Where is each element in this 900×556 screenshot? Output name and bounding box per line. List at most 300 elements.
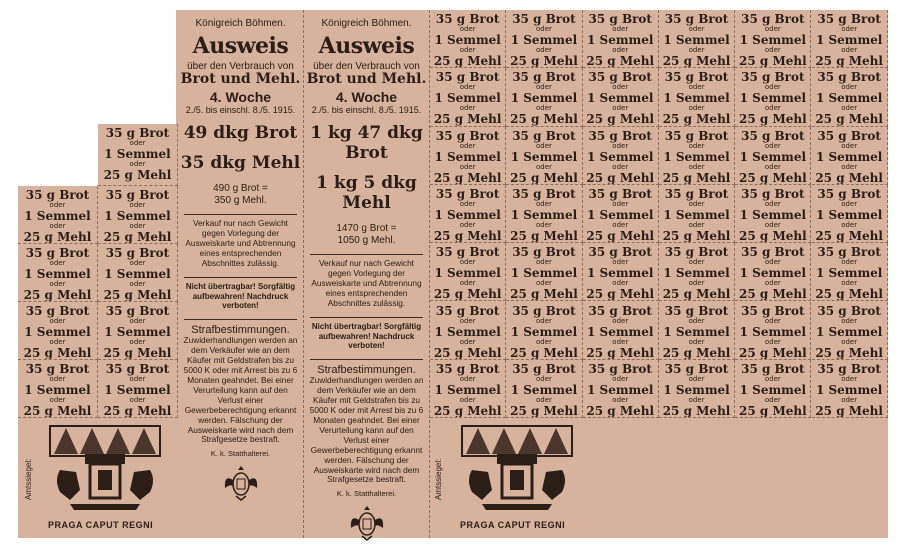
coupon-or: oder	[841, 46, 858, 54]
ration-coupon[interactable]	[583, 185, 659, 243]
coupon-or: oder	[764, 83, 781, 92]
coupon-bread: 35 g Brot	[664, 186, 729, 201]
coupon-or: oder	[841, 395, 858, 404]
sale-conditions: Verkauf nur nach Gewicht gegen Vorlegung der Ausweiskarte und Abtrennung eines entsprechenden Abschnittes zulässig.	[311, 258, 422, 309]
emblem-motto: PRAGA CAPUT REGNI	[48, 520, 154, 530]
coupon-or: oder	[688, 104, 705, 113]
coupon-or: oder	[841, 141, 858, 150]
official-seal-label: Amtssiegel:	[24, 458, 33, 500]
ration-coupon[interactable]	[735, 360, 811, 418]
coupon-or: oder	[612, 220, 629, 229]
coupon-or: oder	[612, 46, 629, 54]
coupon-bread: 35 g Brot	[105, 126, 170, 140]
coupon-roll: 1 Semmel	[815, 382, 883, 397]
coupon-flour: 25 g Mehl	[586, 287, 655, 302]
ration-coupon[interactable]	[98, 302, 178, 360]
ration-coupon[interactable]	[18, 244, 98, 302]
equivalence-line-2: 1050 g Mehl.	[337, 234, 396, 246]
coupon-bread: 35 g Brot	[741, 128, 805, 143]
coupon-flour: 25 g Mehl	[433, 345, 502, 360]
flour-ration: 1 kg 5 dkg Mehl	[316, 173, 417, 214]
coupon-or: oder	[841, 374, 858, 383]
coupon-or: oder	[688, 25, 705, 33]
product-label: Brot und Mehl.	[180, 71, 301, 87]
coupon-flour: 25 g Mehl	[510, 228, 578, 243]
coupon-or: oder	[535, 162, 552, 171]
coupon-roll: 1 Semmel	[815, 91, 883, 106]
coupon-or: oder	[459, 279, 476, 288]
coupon-flour: 25 g Mehl	[739, 54, 807, 68]
coupon-or: oder	[841, 83, 858, 92]
coupon-bread: 35 g Brot	[25, 362, 90, 376]
week-label: 4. Woche	[335, 89, 398, 106]
coupon-or: oder	[459, 46, 476, 54]
ration-coupon[interactable]	[812, 185, 888, 243]
coupon-bread: 35 g Brot	[664, 12, 729, 26]
coupon-or: oder	[688, 199, 705, 208]
coupon-or: oder	[688, 337, 705, 346]
ration-coupon[interactable]	[430, 243, 506, 301]
date-range: 2./5. bis einschl. 8./5. 1915.	[185, 105, 296, 116]
authority-signature: K. k. Statthalterei.	[336, 489, 397, 499]
coupon-roll: 1 Semmel	[510, 266, 578, 281]
coupon-or: oder	[764, 316, 781, 325]
coupon-or: oder	[129, 222, 146, 230]
coupon-flour: 25 g Mehl	[739, 170, 807, 185]
coupon-or: oder	[688, 162, 705, 171]
kingdom-label: Königreich Böhmen.	[321, 18, 412, 29]
coupon-or: oder	[764, 395, 781, 404]
coupon-or: oder	[841, 162, 858, 171]
coupon-or: oder	[129, 338, 146, 346]
coupon-bread: 35 g Brot	[817, 12, 881, 26]
coupon-or: oder	[459, 162, 476, 171]
coupon-flour: 25 g Mehl	[510, 54, 578, 68]
ration-coupon[interactable]	[659, 243, 735, 301]
coupon-flour: 25 g Mehl	[815, 345, 883, 360]
coupon-bread: 35 g Brot	[588, 12, 652, 26]
coupon-roll: 1 Semmel	[663, 149, 730, 164]
coupon-or: oder	[764, 162, 781, 171]
coupon-or: oder	[535, 25, 552, 33]
coupon-or: oder	[688, 141, 705, 150]
coupon-roll: 1 Semmel	[434, 33, 501, 47]
coupon-or: oder	[688, 258, 705, 267]
coupon-or: oder	[841, 220, 858, 229]
coupon-flour: 25 g Mehl	[739, 112, 807, 127]
coupon-bread: 35 g Brot	[512, 361, 576, 376]
coupon-or: oder	[764, 141, 781, 150]
coupon-flour: 25 g Mehl	[103, 230, 172, 244]
coupon-bread: 35 g Brot	[105, 362, 170, 376]
coupon-or: oder	[459, 337, 476, 346]
coupon-roll: 1 Semmel	[663, 33, 730, 47]
coupon-or: oder	[764, 104, 781, 113]
coupon-or: oder	[535, 83, 552, 92]
coupon-or: oder	[459, 141, 476, 150]
ration-coupon[interactable]	[430, 68, 506, 126]
coupon-bread: 35 g Brot	[512, 303, 576, 318]
coupon-or: oder	[612, 104, 629, 113]
emblem-motto: PRAGA CAPUT REGNI	[460, 520, 566, 530]
coupon-roll: 1 Semmel	[104, 209, 171, 223]
coupon-roll: 1 Semmel	[510, 324, 578, 339]
coupon-or: oder	[841, 337, 858, 346]
coupon-bread: 35 g Brot	[435, 70, 500, 85]
ration-coupon[interactable]	[506, 243, 582, 301]
penalty-text: Zuwiderhandlungen werden an dem Verkäufer wie an dem Käufer mit Geldstrafen bis zu 5000 K oder mit Arrest bis zu 6 Monaten geahndet. Bei einer Verurteilung kann auf den Verlust einer Gewerbeberechtigung erkannt werden. Fälschung der Ausweiskarte wird nach dem Strafgesetze bestraft.	[309, 374, 424, 485]
coupon-bread: 35 g Brot	[105, 304, 170, 318]
card-subtitle: über den Verbrauch von	[313, 61, 420, 72]
coupon-roll: 1 Semmel	[815, 207, 883, 222]
coupon-bread: 35 g Brot	[741, 12, 805, 26]
coupon-bread: 35 g Brot	[741, 245, 805, 260]
info-panel-small-ration	[178, 10, 304, 538]
coupon-flour: 25 g Mehl	[510, 112, 578, 127]
coupon-bread: 35 g Brot	[588, 186, 652, 201]
coupon-or: oder	[764, 46, 781, 54]
info-panel-large-ration	[304, 10, 430, 538]
coupon-flour: 25 g Mehl	[815, 112, 883, 127]
coupon-flour: 25 g Mehl	[510, 287, 578, 302]
coupon-roll: 1 Semmel	[434, 382, 501, 397]
coupon-bread: 35 g Brot	[664, 70, 729, 85]
coupon-flour: 25 g Mehl	[103, 168, 172, 182]
week-label: 4. Woche	[209, 89, 272, 106]
ration-coupon[interactable]	[98, 360, 178, 418]
date-range: 2./5. bis einschl. 8./5. 1915.	[311, 105, 422, 116]
ration-coupon[interactable]	[812, 68, 888, 126]
coupon-flour: 25 g Mehl	[586, 345, 655, 360]
penalty-heading: Strafbestimmungen.	[317, 363, 416, 376]
ration-coupon[interactable]	[506, 302, 582, 360]
equivalence-line-1: 1470 g Brot =	[336, 223, 397, 235]
ration-coupon[interactable]	[735, 10, 811, 68]
ration-coupon[interactable]	[98, 124, 178, 186]
ration-coupon[interactable]	[735, 243, 811, 301]
non-transferable-notice: Nicht übertragbar! Sorgfältig aufbewahren! Nachdruck verboten!	[185, 282, 296, 311]
kingdom-label: Königreich Böhmen.	[195, 18, 286, 29]
coupon-flour: 25 g Mehl	[662, 287, 731, 302]
coupon-bread: 35 g Brot	[512, 186, 576, 201]
coupon-bread: 35 g Brot	[817, 245, 881, 260]
coupon-roll: 1 Semmel	[24, 267, 91, 281]
coupon-roll: 1 Semmel	[587, 324, 654, 339]
coupon-bread: 35 g Brot	[25, 188, 90, 202]
coupon-bread: 35 g Brot	[817, 303, 881, 318]
coupon-flour: 25 g Mehl	[433, 403, 502, 418]
ration-coupon[interactable]	[583, 68, 659, 126]
ration-coupon[interactable]	[659, 360, 735, 418]
ration-coupon[interactable]	[98, 186, 178, 244]
card-subtitle: über den Verbrauch von	[187, 61, 294, 72]
coupon-bread: 35 g Brot	[25, 246, 90, 260]
coupon-flour: 25 g Mehl	[103, 404, 172, 418]
coupon-or: oder	[49, 280, 66, 288]
coupon-roll: 1 Semmel	[587, 149, 654, 164]
coupon-or: oder	[612, 395, 629, 404]
coupon-flour: 25 g Mehl	[510, 345, 578, 360]
coupon-flour: 25 g Mehl	[433, 54, 502, 68]
ration-coupon[interactable]	[583, 127, 659, 185]
coupon-or: oder	[459, 258, 476, 267]
coupon-or: oder	[129, 139, 146, 147]
coupon-bread: 35 g Brot	[664, 128, 729, 143]
ration-coupon[interactable]	[659, 127, 735, 185]
coupon-or: oder	[535, 395, 552, 404]
bread-ration: 49 dkg Brot	[183, 123, 298, 144]
coupon-flour: 25 g Mehl	[103, 346, 172, 360]
coupon-roll: 1 Semmel	[104, 147, 171, 161]
ration-coupon[interactable]	[735, 302, 811, 360]
coupon-or: oder	[459, 374, 476, 383]
coupon-bread: 35 g Brot	[435, 128, 500, 143]
coupon-bread: 35 g Brot	[741, 303, 805, 318]
coupon-or: oder	[688, 46, 705, 54]
coupon-bread: 35 g Brot	[512, 128, 576, 143]
coupon-or: oder	[535, 374, 552, 383]
card-title: Ausweis	[318, 33, 415, 59]
coupon-flour: 25 g Mehl	[815, 287, 883, 302]
ration-coupon[interactable]	[583, 302, 659, 360]
coupon-or: oder	[129, 396, 146, 404]
coupon-or: oder	[764, 220, 781, 229]
coupon-roll: 1 Semmel	[104, 383, 171, 397]
coupon-bread: 35 g Brot	[512, 12, 576, 26]
ration-coupon[interactable]	[18, 302, 98, 360]
coupon-flour: 25 g Mehl	[662, 112, 731, 127]
coupon-roll: 1 Semmel	[510, 149, 578, 164]
coupon-or: oder	[764, 337, 781, 346]
card-title: Ausweis	[192, 33, 289, 59]
ration-coupon[interactable]	[506, 185, 582, 243]
sale-conditions: Verkauf nur nach Gewicht gegen Vorlegung der Ausweiskarte und Abtrennung eines entsprechenden Abschnittes zulässig.	[185, 218, 296, 269]
ration-coupon[interactable]	[506, 10, 582, 68]
coupon-or: oder	[535, 316, 552, 325]
penalty-heading: Strafbestimmungen.	[191, 323, 290, 336]
coupon-or: oder	[459, 316, 476, 325]
coupon-roll: 1 Semmel	[739, 91, 807, 106]
coupon-or: oder	[459, 220, 476, 229]
ration-coupon[interactable]	[18, 186, 98, 244]
ration-coupon[interactable]	[18, 360, 98, 418]
coupon-roll: 1 Semmel	[587, 33, 654, 47]
coupon-roll: 1 Semmel	[587, 91, 654, 106]
prague-coat-of-arms-icon	[452, 420, 582, 520]
coupon-or: oder	[688, 374, 705, 383]
coupon-roll: 1 Semmel	[434, 324, 501, 339]
bread-ration: 1 kg 47 dkg Brot	[310, 123, 423, 164]
coupon-roll: 1 Semmel	[434, 207, 501, 222]
coupon-bread: 35 g Brot	[817, 361, 881, 376]
coupon-or: oder	[49, 222, 66, 230]
coupon-or: oder	[612, 279, 629, 288]
divider	[310, 317, 423, 318]
ration-coupon[interactable]	[812, 127, 888, 185]
coupon-flour: 25 g Mehl	[433, 112, 502, 127]
coupon-or: oder	[49, 338, 66, 346]
coupon-or: oder	[459, 199, 476, 208]
ration-coupon[interactable]	[659, 68, 735, 126]
coupon-or: oder	[841, 279, 858, 288]
coupon-bread: 35 g Brot	[664, 303, 729, 318]
coupon-roll: 1 Semmel	[587, 382, 654, 397]
coupon-flour: 25 g Mehl	[815, 403, 883, 418]
ration-coupon[interactable]	[98, 244, 178, 302]
coupon-or: oder	[841, 199, 858, 208]
coupon-or: oder	[612, 316, 629, 325]
eagle-crest-icon	[348, 502, 386, 542]
coupon-or: oder	[841, 104, 858, 113]
coupon-roll: 1 Semmel	[663, 207, 730, 222]
ration-coupon[interactable]	[430, 185, 506, 243]
coupon-or: oder	[459, 83, 476, 92]
coupon-or: oder	[612, 199, 629, 208]
ration-coupon[interactable]	[583, 243, 659, 301]
coupon-roll: 1 Semmel	[663, 266, 730, 281]
ration-coupon[interactable]	[583, 360, 659, 418]
ration-coupon[interactable]	[583, 10, 659, 68]
coupon-or: oder	[764, 258, 781, 267]
coupon-or: oder	[612, 162, 629, 171]
equivalence-line-1: 490 g Brot =	[213, 183, 268, 195]
coupon-bread: 35 g Brot	[741, 361, 805, 376]
coupon-or: oder	[612, 337, 629, 346]
coupon-roll: 1 Semmel	[434, 91, 501, 106]
coupon-roll: 1 Semmel	[663, 91, 730, 106]
coupon-or: oder	[129, 280, 146, 288]
coupon-flour: 25 g Mehl	[433, 287, 502, 302]
ration-coupon[interactable]	[735, 68, 811, 126]
coupon-roll: 1 Semmel	[24, 209, 91, 223]
coupon-roll: 1 Semmel	[510, 382, 578, 397]
product-label: Brot und Mehl.	[306, 71, 427, 87]
penalty-text: Zuwiderhandlungen werden an dem Verkäufer wie an dem Käufer mit Geldstrafen bis zu 5000 K oder mit Arrest bis zu 6 Monaten geahndet. Bei einer Verurteilung kann auf den Verlust einer Gewerbeberechtigung erkannt werden. Fälschung der Ausweiskarte wird nach dem Strafgesetze bestraft.	[183, 334, 298, 445]
ration-coupon[interactable]	[659, 185, 735, 243]
ration-coupon[interactable]	[812, 243, 888, 301]
coupon-or: oder	[129, 375, 146, 383]
coupon-flour: 25 g Mehl	[739, 287, 807, 302]
coupon-flour: 25 g Mehl	[23, 288, 92, 302]
coupon-bread: 35 g Brot	[664, 245, 729, 260]
coupon-or: oder	[535, 220, 552, 229]
coupon-or: oder	[49, 317, 66, 325]
coupon-or: oder	[535, 141, 552, 150]
coupon-flour: 25 g Mehl	[586, 170, 655, 185]
ration-coupon[interactable]	[506, 360, 582, 418]
coupon-roll: 1 Semmel	[24, 383, 91, 397]
coupon-roll: 1 Semmel	[815, 324, 883, 339]
coupon-or: oder	[612, 141, 629, 150]
ration-coupon[interactable]	[430, 302, 506, 360]
coupon-flour: 25 g Mehl	[815, 170, 883, 185]
coupon-or: oder	[688, 279, 705, 288]
coupon-or: oder	[535, 199, 552, 208]
ration-coupon[interactable]	[659, 10, 735, 68]
ration-coupon[interactable]	[735, 185, 811, 243]
ration-coupon[interactable]	[430, 10, 506, 68]
coupon-or: oder	[129, 201, 146, 209]
ration-coupon[interactable]	[506, 68, 582, 126]
ration-coupon[interactable]	[430, 360, 506, 418]
coupon-bread: 35 g Brot	[25, 304, 90, 318]
coupon-or: oder	[764, 374, 781, 383]
coupon-bread: 35 g Brot	[817, 186, 881, 201]
ration-coupon[interactable]	[812, 360, 888, 418]
coupon-bread: 35 g Brot	[435, 303, 500, 318]
ration-coupon[interactable]	[659, 302, 735, 360]
coupon-or: oder	[612, 258, 629, 267]
coupon-roll: 1 Semmel	[587, 266, 654, 281]
coupon-or: oder	[49, 259, 66, 267]
coupon-or: oder	[688, 220, 705, 229]
coupon-or: oder	[841, 25, 858, 33]
coupon-flour: 25 g Mehl	[586, 228, 655, 243]
ration-coupon[interactable]	[430, 127, 506, 185]
coupon-flour: 25 g Mehl	[662, 170, 731, 185]
coupon-flour: 25 g Mehl	[433, 228, 502, 243]
coupon-flour: 25 g Mehl	[739, 345, 807, 360]
ration-coupon[interactable]	[812, 302, 888, 360]
coupon-bread: 35 g Brot	[741, 70, 805, 85]
coupon-roll: 1 Semmel	[739, 382, 807, 397]
coupon-or: oder	[49, 201, 66, 209]
coupon-or: oder	[129, 160, 146, 168]
coupon-flour: 25 g Mehl	[23, 346, 92, 360]
coupon-roll: 1 Semmel	[104, 267, 171, 281]
ration-coupon[interactable]	[506, 127, 582, 185]
coupon-or: oder	[841, 316, 858, 325]
coupon-roll: 1 Semmel	[510, 33, 578, 47]
coupon-or: oder	[764, 199, 781, 208]
coupon-roll: 1 Semmel	[663, 324, 730, 339]
coupon-bread: 35 g Brot	[435, 12, 500, 26]
divider	[184, 319, 297, 320]
coupon-roll: 1 Semmel	[815, 149, 883, 164]
coupon-bread: 35 g Brot	[435, 245, 500, 260]
coupon-flour: 25 g Mehl	[815, 54, 883, 68]
coupon-bread: 35 g Brot	[435, 361, 500, 376]
ration-coupon[interactable]	[735, 127, 811, 185]
coupon-bread: 35 g Brot	[105, 246, 170, 260]
coupon-bread: 35 g Brot	[664, 361, 729, 376]
coupon-bread: 35 g Brot	[588, 361, 652, 376]
coupon-bread: 35 g Brot	[512, 70, 576, 85]
coupon-flour: 25 g Mehl	[23, 404, 92, 418]
coupon-or: oder	[612, 374, 629, 383]
coupon-bread: 35 g Brot	[588, 303, 652, 318]
coupon-bread: 35 g Brot	[817, 128, 881, 143]
coupon-roll: 1 Semmel	[739, 33, 807, 47]
coupon-roll: 1 Semmel	[815, 266, 883, 281]
coupon-bread: 35 g Brot	[817, 70, 881, 85]
coupon-roll: 1 Semmel	[739, 324, 807, 339]
coupon-or: oder	[129, 317, 146, 325]
divider	[310, 254, 423, 255]
coupon-bread: 35 g Brot	[588, 70, 652, 85]
coupon-flour: 25 g Mehl	[739, 228, 807, 243]
coupon-or: oder	[129, 259, 146, 267]
authority-signature: K. k. Statthalterei.	[210, 449, 271, 459]
coupon-flour: 25 g Mehl	[586, 112, 655, 127]
coupon-roll: 1 Semmel	[587, 207, 654, 222]
coupon-or: oder	[764, 25, 781, 33]
coupon-flour: 25 g Mehl	[739, 403, 807, 418]
coupon-or: oder	[841, 258, 858, 267]
coupon-roll: 1 Semmel	[434, 149, 501, 164]
ration-coupon[interactable]	[812, 10, 888, 68]
equivalence-line-2: 350 g Mehl.	[214, 194, 267, 206]
